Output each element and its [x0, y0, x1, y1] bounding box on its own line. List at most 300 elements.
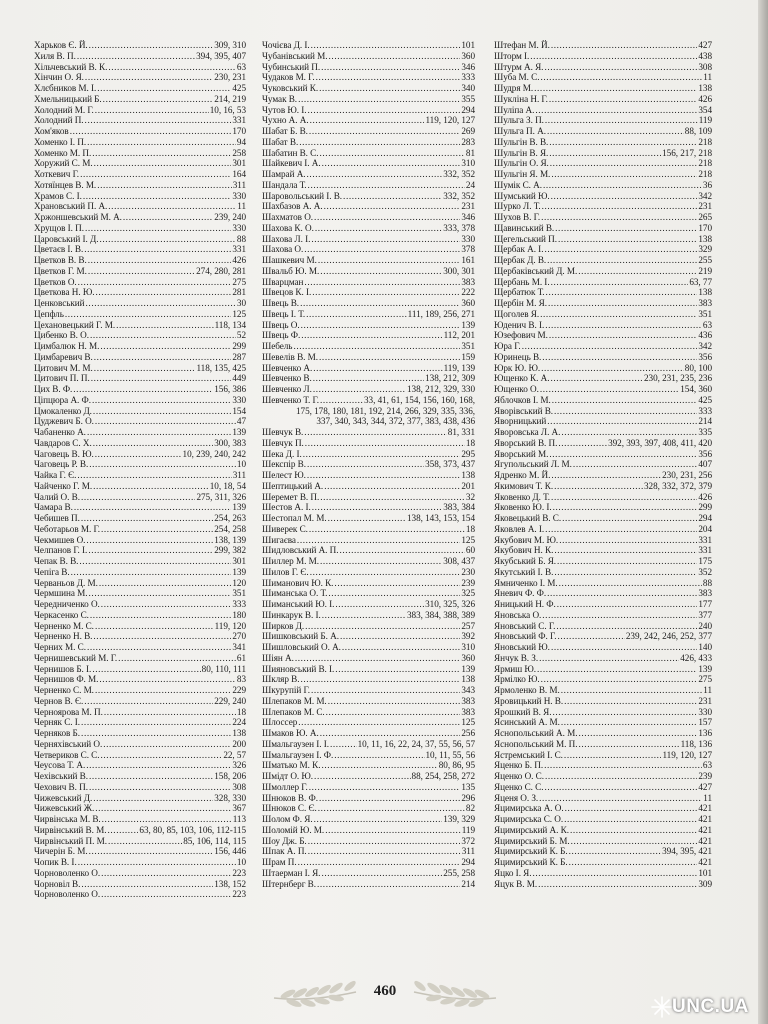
index-entry-pages: 80, 100 — [684, 362, 712, 373]
index-entry-name: Чорновіл В. — [34, 878, 81, 889]
index-entry-name: Шолом Ф. Я. — [262, 814, 313, 824]
index-entry-leader — [101, 868, 231, 879]
index-entry-pages: 11 — [703, 685, 712, 695]
index-entry-name: Яцимирський К. Б. — [494, 846, 568, 857]
index-entry-leader — [103, 739, 231, 750]
index-entry-pages: 85, 106, 114, 115 — [183, 835, 246, 846]
index-entry-pages: 119 — [698, 115, 712, 126]
index-entry-pages: 18 — [236, 706, 246, 717]
index-entry-pages: 81, 331 — [447, 427, 475, 437]
index-entry-leader — [543, 180, 702, 191]
index-entry-name: Щербань М. І. — [494, 276, 550, 287]
index-entry-name: Черняхівський О. — [34, 738, 103, 749]
index-entry-name: Яновська О. — [494, 609, 542, 620]
index-entry-name: Шабат Б. В. — [262, 126, 308, 136]
index-entry-name: Хмельницький Б. — [34, 93, 102, 104]
index-entry — [494, 524, 712, 535]
index-entry-name: Швець Ф. — [262, 330, 301, 341]
index-entry-name: Цитович П. П. — [34, 373, 90, 384]
index-entry-name: Яновський С. Г. — [494, 620, 556, 631]
index-entry-name: Якубський Б. Я. — [494, 556, 557, 566]
index-entry — [34, 825, 246, 836]
index-entry-leader — [320, 148, 465, 159]
index-entry-pages: 18 — [465, 523, 475, 534]
index-entry-name: Юзефович М. — [494, 330, 548, 341]
index-entry-leader — [540, 72, 702, 83]
index-entry — [494, 330, 712, 341]
index-column-3 — [494, 40, 712, 889]
index-entry-pages: 10, 11, 55, 56 — [425, 749, 475, 760]
index-entry-leader — [89, 846, 214, 857]
index-entry — [262, 760, 475, 771]
index-entry-leader — [555, 223, 697, 234]
index-entry-name: Чавдаров С. Х. — [34, 437, 92, 448]
index-entry-name: Ягупольський Л. М. — [494, 459, 572, 470]
index-entry-pages: 425 — [698, 394, 712, 405]
index-entry-pages: 426 — [698, 491, 712, 502]
index-entry-pages: 80, 86, 95 — [438, 760, 475, 771]
index-entry-name: Чехович В. П. — [34, 781, 88, 792]
index-entry-name: Ядренко М. Й. — [494, 470, 551, 480]
index-entry-pages: 214, 219 — [214, 93, 246, 104]
index-entry-name: Чернов В. Є. — [34, 695, 84, 706]
index-entry-pages: 328, 332, 372, 379 — [643, 480, 712, 491]
index-entry-leader — [293, 341, 460, 352]
index-entry-pages: 24 — [465, 179, 475, 190]
index-entry-pages: 294 — [461, 857, 475, 867]
index-entry-name: Яковецький В. С. — [494, 513, 562, 523]
index-entry-leader — [92, 664, 200, 675]
index-entry-name: Щербін М. Я. — [494, 298, 547, 308]
index-entry — [34, 180, 246, 191]
index-entry — [262, 352, 475, 363]
index-entry-name: Шиманович Ю. К. — [262, 577, 334, 588]
index-entry-name: Шамрай А. — [262, 169, 306, 179]
index-entry — [34, 631, 246, 642]
index-entry-leader — [309, 126, 460, 137]
index-entry-pages: 119, 139 — [443, 362, 475, 373]
index-entry-leader — [322, 610, 406, 621]
index-entry-leader — [551, 169, 697, 180]
index-entry-leader — [95, 803, 231, 814]
index-entry-pages: 265 — [698, 212, 712, 222]
index-entry-name: Шишковський Б. А. — [262, 631, 339, 642]
index-entry — [262, 793, 475, 804]
laurel-branch-right-icon — [410, 972, 500, 1008]
index-entry-name: Черняков Б. — [34, 728, 81, 738]
index-entry-pages: 258 — [232, 147, 246, 158]
index-entry — [494, 320, 712, 331]
index-entry-leader — [342, 642, 460, 653]
index-entry-leader — [92, 148, 231, 159]
index-entry-leader — [320, 556, 442, 567]
index-entry-leader — [298, 857, 461, 868]
index-entry-name: Яновський Ю. — [494, 642, 550, 652]
index-entry-pages: 426, 433 — [680, 652, 712, 663]
index-entry-leader — [95, 685, 231, 696]
index-entry — [262, 223, 475, 234]
index-entry-name: Шмальгаузен І. Ф. — [262, 749, 334, 760]
index-entry-pages: 22, 57 — [223, 749, 246, 760]
index-entry-pages: 111, 189, 256, 271 — [407, 308, 475, 319]
index-entry-leader — [108, 62, 236, 73]
index-entry-pages: 425 — [232, 83, 246, 93]
index-entry — [262, 567, 475, 578]
index-entry-pages: 125 — [461, 534, 475, 545]
index-entry — [494, 234, 712, 245]
index-entry-name: Чуковський К. — [262, 83, 319, 93]
index-entry-pages: 118, 134 — [214, 319, 246, 330]
index-entry-pages: 325 — [461, 588, 475, 599]
index-entry-leader — [569, 846, 662, 857]
index-entry-leader — [84, 244, 231, 255]
index-entry-leader — [116, 320, 213, 331]
index-entry-pages: 239, 240 — [214, 212, 246, 222]
index-entry-name: Чаговець Р. В. — [34, 459, 89, 470]
index-entry-name: Хоружий С. М. — [34, 158, 93, 169]
index-entry-leader — [551, 40, 698, 51]
index-entry-leader — [549, 330, 697, 341]
index-entry — [262, 836, 475, 847]
index-entry-name: Щербатюк Т. — [494, 287, 545, 298]
index-entry-name: Яницький Н. Ф. — [494, 599, 556, 609]
index-entry-leader — [310, 115, 425, 126]
index-entry-pages: 10, 239, 240, 242 — [182, 448, 246, 459]
index-entry — [262, 857, 475, 868]
index-entry-leader — [309, 524, 465, 535]
index-entry-name: Чопик В. І. — [34, 857, 77, 867]
index-entry-name: Шоломій Ю. М. — [262, 824, 325, 835]
index-entry-pages: 138 — [232, 728, 246, 738]
index-entry-leader — [298, 94, 460, 105]
index-entry-pages: 119, 120 — [214, 620, 246, 631]
index-entry — [494, 438, 712, 449]
index-entry — [262, 384, 475, 395]
index-entry-pages: 136 — [698, 728, 712, 738]
index-entry — [262, 244, 475, 255]
index-entry-leader — [343, 191, 442, 202]
index-entry-name: Шевченко Л. — [262, 384, 312, 394]
index-entry — [34, 330, 246, 341]
index-entry-name: Шкурупій Г. — [262, 685, 310, 695]
index-entry-name: Шабатин В. С. — [262, 147, 319, 158]
index-entry-leader — [559, 578, 702, 589]
index-entry — [262, 459, 475, 470]
index-entry — [262, 717, 475, 728]
index-entry-name: Яворівський В. — [494, 405, 554, 416]
index-entry-leader — [321, 868, 442, 879]
index-entry-leader — [95, 105, 209, 116]
index-entry-pages: 351 — [232, 588, 246, 599]
index-entry-name: Шабат В. — [262, 136, 299, 147]
index-entry-pages: 219 — [698, 265, 712, 276]
index-entry-leader — [570, 825, 697, 836]
index-entry — [494, 814, 712, 825]
index-entry-leader — [553, 502, 698, 513]
index-entry — [494, 610, 712, 621]
index-entry-pages: 139 — [232, 502, 246, 513]
index-entry-pages: 356 — [698, 448, 712, 459]
index-column-2 — [262, 40, 475, 889]
index-entry-leader — [545, 524, 697, 535]
index-entry-name: Чирвінська М. В. — [34, 814, 101, 824]
index-entry — [262, 180, 475, 191]
index-entry-leader — [86, 298, 236, 309]
index-entry-leader — [87, 427, 231, 438]
index-entry-name: Чехівський В. — [34, 771, 88, 781]
index-entry — [494, 685, 712, 696]
index-entry-pages: 331 — [698, 545, 712, 556]
index-entry-leader — [310, 567, 461, 578]
index-entry-name: Яворницький — [494, 416, 547, 427]
page-footer — [270, 968, 510, 1014]
index-entry-leader — [557, 556, 697, 567]
index-entry-pages: 281 — [232, 287, 246, 298]
index-entry-leader — [551, 642, 697, 653]
index-entry — [262, 137, 475, 148]
index-entry-name: Шоу Дж. Б. — [262, 835, 307, 846]
index-entry-name: Шека Д. І. — [262, 448, 302, 459]
index-entry-pages: 275, 311, 326 — [196, 491, 246, 502]
index-entry — [494, 406, 712, 417]
index-entry-pages: 218 — [698, 136, 712, 147]
index-entry-leader — [299, 137, 460, 148]
index-entry-leader — [99, 674, 236, 685]
index-entry-leader — [558, 438, 607, 449]
index-entry-leader — [540, 309, 697, 320]
index-entry — [34, 438, 246, 449]
index-entry-name: Чеботарьов М. Г. — [34, 523, 100, 534]
index-entry-pages: 330 — [232, 394, 246, 405]
index-entry-name: Шмоллер Г. — [262, 781, 308, 792]
index-entry — [494, 825, 712, 836]
index-entry-name: Шпак А. П. — [262, 846, 307, 857]
index-entry — [262, 255, 475, 266]
index-entry-leader — [85, 72, 213, 83]
index-entry — [262, 664, 475, 675]
index-entry-leader — [95, 287, 231, 298]
index-entry-pages: 342 — [698, 190, 712, 201]
index-entry-leader — [329, 51, 461, 62]
index-entry — [262, 427, 475, 438]
index-entry — [34, 492, 246, 503]
index-entry-pages: 310 — [461, 642, 475, 652]
index-entry-pages: 421 — [698, 814, 712, 824]
index-entry-leader — [319, 352, 460, 363]
index-entry-pages: 118, 135, 425 — [196, 362, 246, 373]
index-entry-leader — [301, 330, 442, 341]
index-entry-leader — [564, 696, 697, 707]
index-entry-leader — [89, 771, 213, 782]
index-entry-leader — [544, 244, 697, 255]
index-entry-name: Чайченко Г. М. — [34, 480, 93, 491]
index-entry — [262, 879, 475, 890]
index-entry-pages: 88 — [702, 577, 712, 588]
index-entry-leader — [80, 169, 231, 180]
index-entry-leader — [554, 481, 643, 492]
index-entry-name: Цветкова Н. Ю. — [34, 287, 95, 298]
index-entry — [262, 62, 475, 73]
index-entry-pages: 270 — [232, 631, 246, 642]
index-entry-pages: 138 — [461, 470, 475, 480]
index-entry-leader — [564, 750, 662, 761]
index-entry-name: Чамара В. — [34, 502, 73, 513]
index-entry-pages: 63, 77 — [689, 276, 712, 287]
index-entry-pages: 407 — [698, 459, 712, 470]
index-entry-leader — [314, 212, 460, 223]
index-entry — [494, 158, 712, 169]
index-entry — [262, 373, 475, 384]
index-entry-leader — [317, 879, 460, 890]
index-entry-name: Яровицький Н. В. — [494, 695, 564, 706]
index-entry-name: Юрк Ю. Ю. — [494, 362, 541, 373]
index-entry-pages: 436 — [698, 330, 712, 341]
index-entry — [262, 72, 475, 83]
index-entry-name: Шекспір В. — [262, 459, 306, 470]
index-entry — [262, 846, 475, 857]
index-entry-leader — [554, 567, 697, 578]
index-entry-pages: 177 — [698, 599, 712, 609]
page-number: 460 — [373, 983, 397, 999]
index-entry-leader — [65, 309, 232, 320]
index-entry-leader — [99, 234, 235, 245]
index-entry-leader — [86, 535, 213, 546]
index-entry-name: Храновський П. А. — [34, 201, 108, 212]
index-entry-pages: 331 — [232, 244, 246, 255]
index-entry-name: Шлоссер — [262, 717, 298, 728]
index-entry-name: Цуджевич Б. О. — [34, 416, 94, 427]
index-entry — [494, 83, 712, 94]
index-entry — [34, 846, 246, 857]
index-entry-name: Яковенко Д. Т. — [494, 491, 551, 502]
index-entry-name: Чайка Г. Є. — [34, 470, 77, 480]
index-entry — [494, 40, 712, 51]
index-entry-name: Шашкевич М. — [262, 255, 317, 265]
index-entry-name: Якимович Т. К. — [494, 480, 554, 491]
index-entry-pages: 333, 378 — [443, 222, 475, 233]
index-entry — [262, 277, 475, 288]
index-entry-name: Чекмишев О. — [34, 534, 86, 545]
index-entry — [494, 599, 712, 610]
index-entry-pages: 346 — [461, 212, 475, 222]
index-entry — [494, 352, 712, 363]
index-entry — [34, 137, 246, 148]
index-entry — [262, 40, 475, 51]
index-entry — [262, 234, 475, 245]
index-entry-pages: 231 — [461, 201, 475, 212]
index-entry-name: Шульгін О. Я. — [494, 158, 549, 169]
index-entry-pages: 138 — [698, 233, 712, 244]
index-entry-leader — [78, 277, 232, 288]
index-entry-pages: 101 — [698, 867, 712, 878]
index-entry-pages: 154 — [232, 405, 246, 416]
index-entry-pages: 309, 310 — [214, 40, 246, 50]
index-entry-name: Чубинський П. — [262, 61, 321, 72]
index-entry-pages: 161 — [461, 255, 475, 265]
index-entry-leader — [81, 492, 196, 503]
index-entry-leader — [534, 83, 697, 94]
index-entry-name: Яворський М. — [494, 448, 549, 459]
index-entry-pages: 294 — [461, 104, 475, 115]
index-entry-leader — [530, 51, 697, 62]
index-entry-pages: 223 — [232, 889, 246, 900]
index-entry-name: Шурко Л. Т. — [494, 201, 541, 212]
index-entry-pages: 138, 212, 329, 330 — [406, 384, 475, 394]
index-entry — [34, 287, 246, 298]
index-entry — [262, 502, 475, 513]
index-entry — [34, 556, 246, 567]
index-entry-leader — [549, 137, 697, 148]
index-entry-pages: 113 — [232, 814, 246, 824]
index-entry-leader — [551, 191, 698, 202]
index-entry — [494, 180, 712, 191]
index-entry — [262, 395, 475, 406]
index-entry-name: Шульгін В. Я. — [494, 147, 549, 158]
index-entry-leader — [335, 599, 424, 610]
index-entry-name: Шумський Ю. — [494, 190, 550, 201]
index-entry-name: Шторм І. — [494, 50, 530, 61]
index-entry-pages: 139 — [461, 663, 475, 674]
index-entry-pages: 156, 446 — [214, 846, 246, 857]
index-entry-pages: 10 — [236, 857, 246, 867]
index-entry-leader — [101, 750, 223, 761]
index-entry-leader — [101, 889, 231, 900]
index-entry — [494, 771, 712, 782]
index-entry — [34, 857, 246, 868]
index-entry-leader — [303, 449, 461, 460]
index-entry-pages: 255 — [698, 255, 712, 265]
index-entry-pages: 254, 263 — [214, 513, 246, 523]
index-entry-leader — [311, 234, 460, 245]
index-entry-continuation: 175, 178, 180, 181, 192, 214, 266, 329, 335, 336, — [295, 405, 475, 416]
index-entry-leader — [295, 653, 461, 664]
index-entry-leader — [90, 610, 231, 621]
index-entry-name: Чорноволенко О. — [34, 889, 101, 900]
index-entry — [262, 169, 475, 180]
index-entry-name: Шкляр В. — [262, 674, 300, 685]
index-entry — [262, 739, 475, 750]
index-entry-pages: 300, 383 — [214, 437, 246, 448]
index-entry — [34, 384, 246, 395]
index-entry-leader — [93, 631, 231, 642]
index-entry-name: Щавинський В. — [494, 222, 555, 233]
index-entry — [34, 664, 246, 675]
index-entry-pages: 159 — [461, 351, 475, 362]
index-entry — [494, 674, 712, 685]
index-entry — [494, 846, 712, 857]
index-column-1 — [34, 40, 246, 900]
index-entry-name: Цих В. Ф. — [34, 384, 73, 394]
index-entry-leader — [547, 255, 697, 266]
index-entry — [494, 696, 712, 707]
index-entry — [494, 653, 712, 664]
index-entry — [262, 803, 475, 814]
index-entry — [34, 578, 246, 589]
laurel-branch-left-icon — [270, 972, 360, 1008]
index-entry — [34, 277, 246, 288]
index-entry-pages: 301 — [232, 158, 246, 169]
index-entry-pages: 83 — [236, 674, 246, 685]
index-entry — [262, 535, 475, 546]
index-entry — [34, 545, 246, 556]
index-entry-name: Цимбалюк Н. М. — [34, 341, 100, 351]
index-entry-pages: 214 — [461, 878, 475, 889]
index-entry-leader — [552, 395, 698, 406]
index-entry-leader — [547, 126, 684, 137]
index-entry — [262, 341, 475, 352]
index-entry — [262, 191, 475, 202]
index-entry-leader — [81, 728, 231, 739]
